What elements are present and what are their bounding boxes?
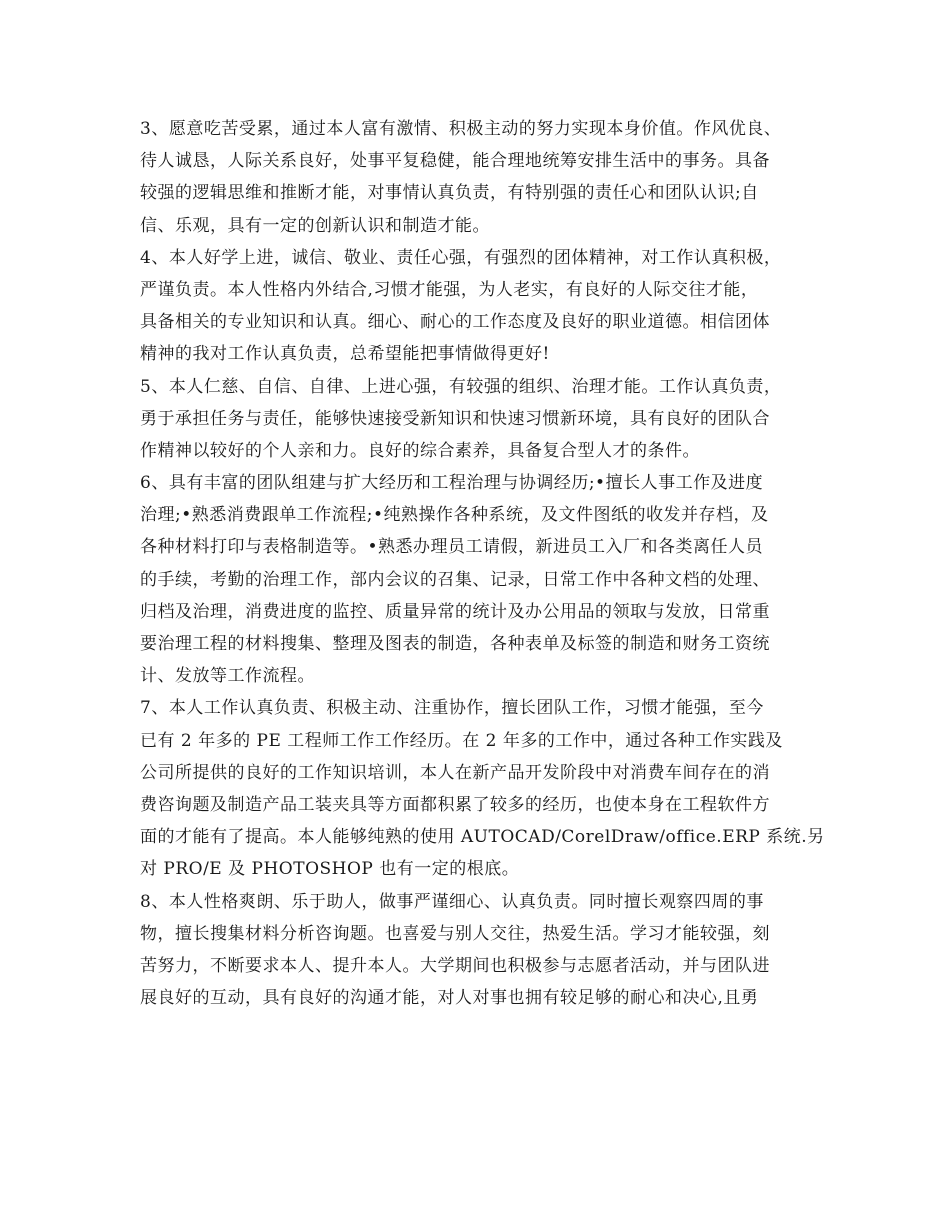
text-line: 信、乐观，具有一定的创新认识和制造才能。: [140, 215, 490, 236]
text-line: 勇于承担任务与责任，能够快速接受新知识和快速习惯新环境，具有良好的团队合: [140, 408, 770, 429]
text-line: 具备相关的专业知识和认真。细心、耐心的工作态度及良好的职业道德。相信团体: [140, 312, 770, 333]
text-line: 公司所提供的良好的工作知识培训，本人在新产品开发阶段中对消费车间存在的消: [140, 762, 770, 783]
text-line: 作精神以较好的个人亲和力。良好的综合素养，具备复合型人才的条件。: [140, 440, 700, 461]
text-line: 已有 2 年多的 PE 工程师工作工作经历。在 2 年多的工作中，通过各种工作实践及: [140, 730, 783, 751]
text-line: 治理;•熟悉消费跟单工作流程;•纯熟操作各种系统，及文件图纸的收发并存档，及: [140, 505, 769, 526]
text-line: 6、具有丰富的团队组建与扩大经历和工程治理与协调经历;•擅长人事工作及进度: [140, 473, 764, 494]
text-line: 各种材料打印与表格制造等。•熟悉办理员工请假，新进员工入厂和各类离任人员: [140, 537, 764, 558]
text-line: 待人诚恳，人际关系良好，处事平复稳健，能合理地统筹安排生活中的事务。具备: [140, 151, 770, 172]
text-line: 精神的我对工作认真负责，总希望能把事情做得更好!: [140, 344, 550, 365]
text-line: 费咨询题及制造产品工装夹具等方面都积累了较多的经历，也使本身在工程软件方: [140, 794, 770, 815]
text-line: 8、本人性格爽朗、乐于助人，做事严谨细心、认真负责。同时擅长观察四周的事: [140, 891, 764, 912]
text-line: 严谨负责。本人性格内外结合,习惯才能强，为人老实，有良好的人际交往才能，: [140, 279, 759, 300]
text-line: 面的才能有了提高。本人能够纯熟的使用 AUTOCAD/CorelDraw/office.ERP 系统.另: [140, 827, 825, 848]
text-line: 5、本人仁慈、自信、自律、上进心强，有较强的组织、治理才能。工作认真负责，: [140, 376, 782, 397]
text-line: 物，擅长搜集材料分析咨询题。也喜爱与别人交往，热爱生活。学习才能较强，刻: [140, 923, 770, 944]
text-line: 较强的逻辑思维和推断才能，对事情认真负责，有特别强的责任心和团队认识;自: [140, 183, 759, 204]
text-line: 对 PRO/E 及 PHOTOSHOP 也有一定的根底。: [140, 859, 520, 880]
text-line: 展良好的互动，具有良好的沟通才能，对人对事也拥有较足够的耐心和决心,且勇: [140, 988, 759, 1009]
text-line: 归档及治理，消费进度的监控、质量异常的统计及办公用品的领取与发放，日常重: [140, 601, 770, 622]
text-line: 4、本人好学上进，诚信、敬业、责任心强，有强烈的团体精神，对工作认真积极，: [140, 247, 782, 268]
document-body: [140, 113, 825, 1014]
text-line: 的手续，考勤的治理工作，部内会议的召集、记录，日常工作中各种文档的处理、: [140, 569, 770, 590]
text-line: 计、发放等工作流程。: [140, 666, 315, 687]
text-line: 要治理工程的材料搜集、整理及图表的制造，各种表单及标签的制造和财务工资统: [140, 634, 770, 654]
text-line: 3、愿意吃苦受累，通过本人富有激情、积极主动的努力实现本身价值。作风优良、: [140, 119, 782, 139]
text-line: 苦努力，不断要求本人、提升本人。大学期间也积极参与志愿者活动，并与团队进: [140, 955, 770, 976]
text-line: 7、本人工作认真负责、积极主动、注重协作，擅长团队工作，习惯才能强，至今: [140, 698, 764, 719]
